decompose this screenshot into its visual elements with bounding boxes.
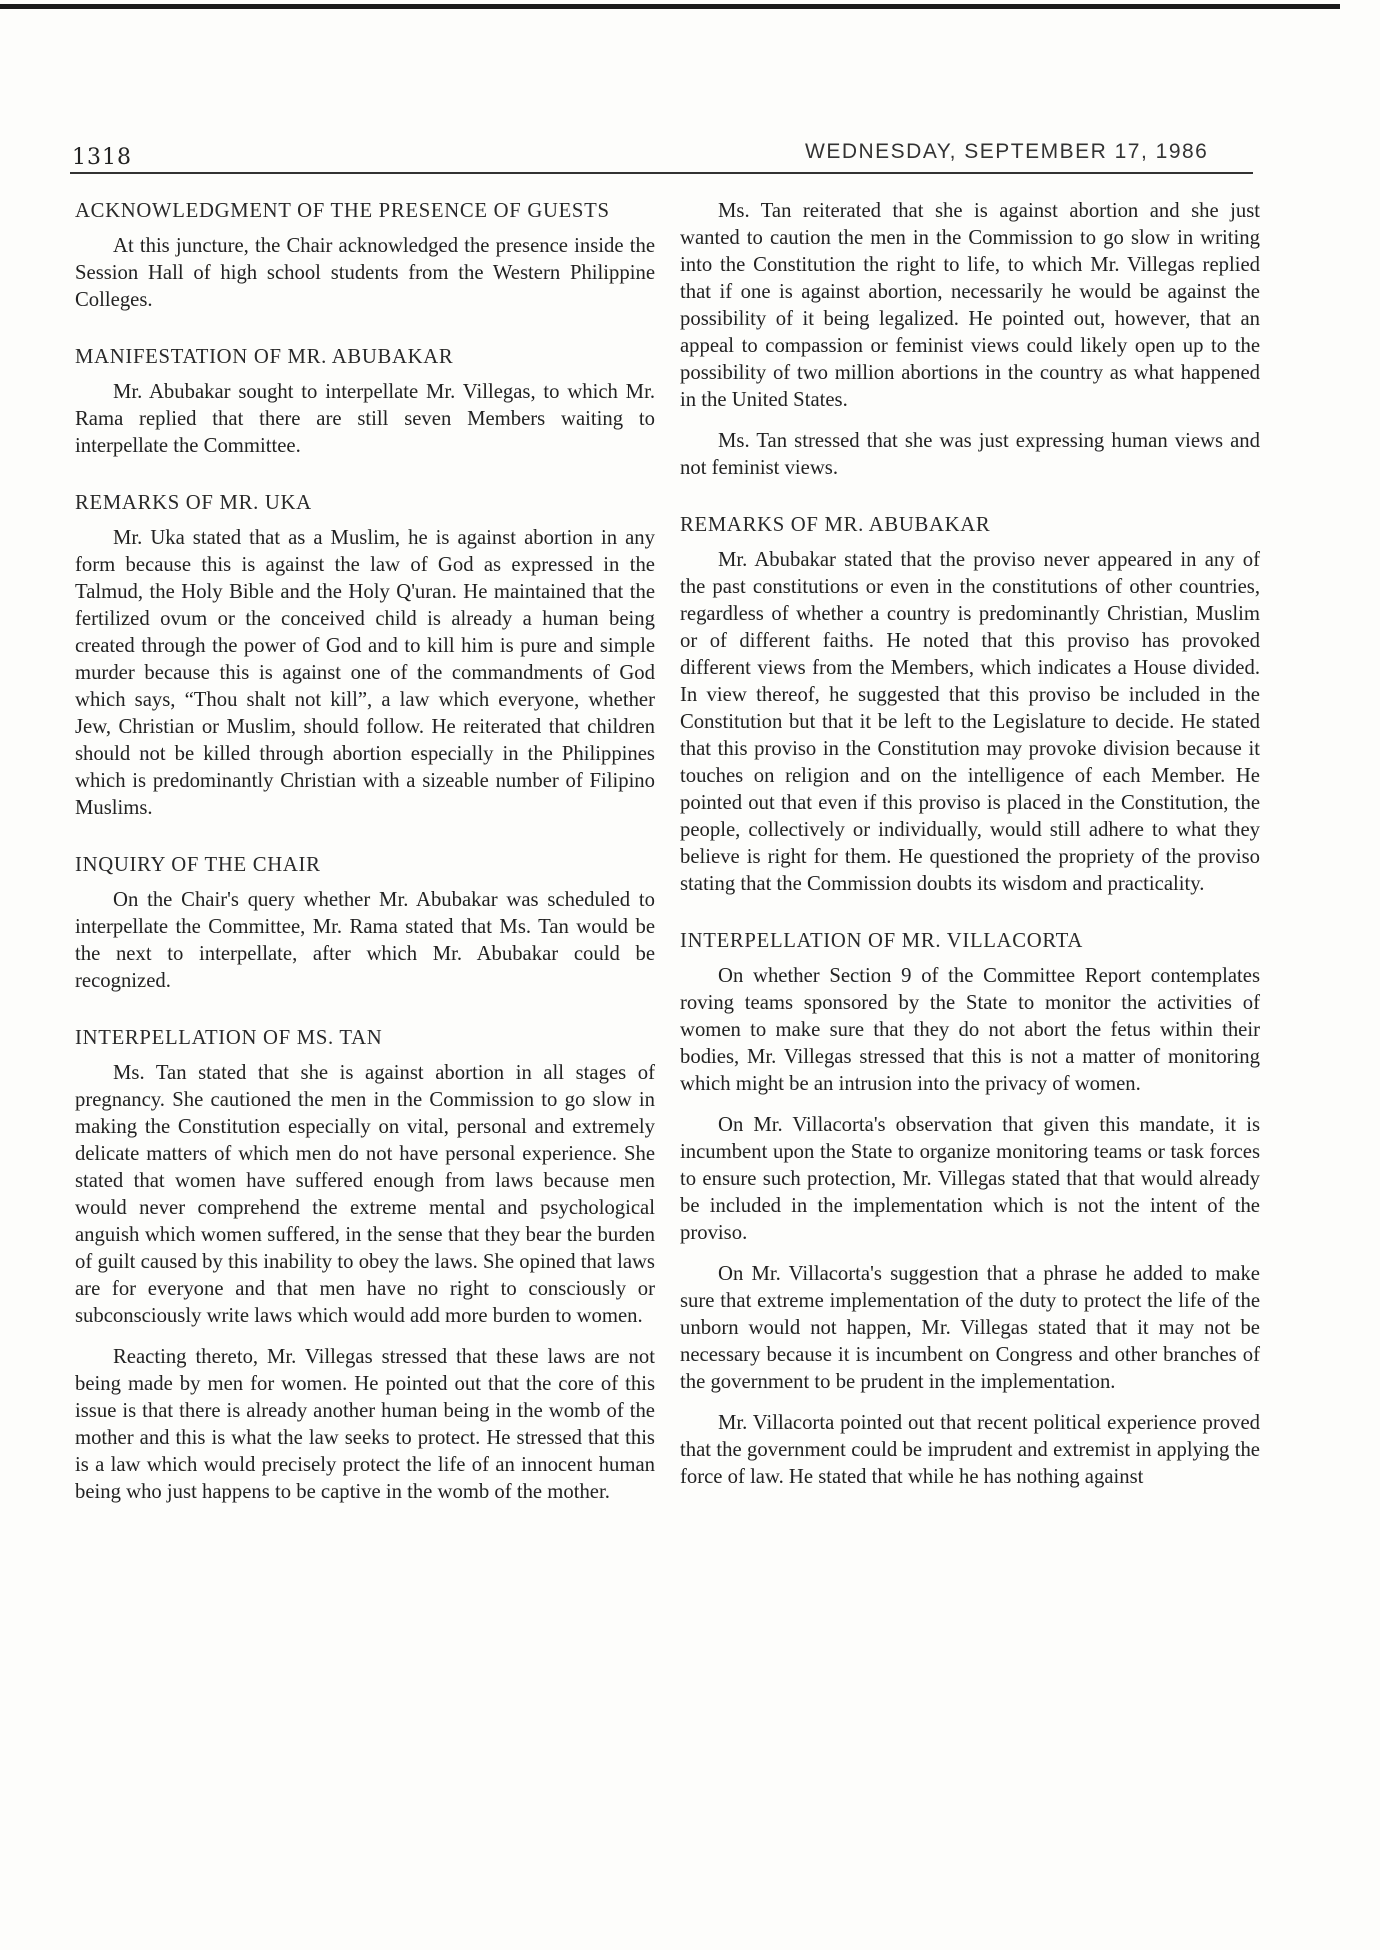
- body-paragraph: Ms. Tan stated that she is against abortion in all stages of pregnancy. She cautioned the men in the Commission to go slow in making the Constitution especially on vital, personal and extremely delicate matters of which men do not have personal experience. She stated that women have suffered enough from laws because men would never comprehend the extreme mental and psychological anguish which women suffered, in the sense that they bear the burden of guilt caused by this inability to obey the laws. She opined that laws are for everyone and that men have no right to consciously or subconsciously write laws which would add more burden to women.: [75, 1062, 655, 1327]
- section-heading: REMARKS OF MR. ABUBAKAR: [680, 514, 991, 536]
- right-column: [680, 198, 1260, 1521]
- body-paragraph: On whether Section 9 of the Committee Report contemplates roving teams sponsored by the State to monitor the activities of women to make sure that they do not abort the fetus within their bodies, Mr. Villegas stressed that this is not a matter of monitoring which might be an intrusion into the privacy of women.: [680, 965, 1260, 1095]
- section-heading: INTERPELLATION OF MR. VILLACORTA: [680, 930, 1083, 952]
- top-border-rule: [0, 4, 1340, 9]
- section: [680, 928, 1260, 1491]
- body-paragraph: Ms. Tan reiterated that she is against abortion and she just wanted to caution the men in the Commission to go slow in writing into the Constitution the right to life, to which Mr. Villegas replied that if one is against abortion, necessarily he would be against the possibility of it being legalized. He pointed out, however, that an appeal to compassion or feminist views could likely open up to the possibility of two million abortions in the country as what happened in the United States.: [680, 200, 1260, 411]
- section-heading: INTERPELLATION OF MS. TAN: [75, 1027, 383, 1049]
- page-number: 1318: [72, 145, 132, 170]
- body-paragraph: On Mr. Villacorta's suggestion that a phrase he added to make sure that extreme implementation of the duty to protect the life of the unborn would not happen, Mr. Villegas stated that it may not be necessary because it is incumbent on Congress and other branches of the government to be prudent in the implementation.: [680, 1263, 1260, 1393]
- section-heading: REMARKS OF MR. UKA: [75, 492, 312, 514]
- header-rule: [70, 172, 1253, 174]
- body-paragraph: On Mr. Villacorta's observation that given this mandate, it is incumbent upon the State to organize monitoring teams or task forces to ensure such protection, Mr. Villegas stated that that would already be included in the implementation which is not the intent of the proviso.: [680, 1114, 1260, 1244]
- section-heading: INQUIRY OF THE CHAIR: [75, 854, 321, 876]
- section-heading: ACKNOWLEDGMENT OF THE PRESENCE OF GUESTS: [75, 200, 610, 222]
- left-column: [75, 198, 655, 1536]
- body-paragraph: At this juncture, the Chair acknowledged the presence inside the Session Hall of high school students from the Western Philippine Colleges.: [75, 235, 655, 311]
- body-paragraph: Reacting thereto, Mr. Villegas stressed that these laws are not being made by men for women. He pointed out that the core of this issue is that there is already another human being in the womb of the mother and this is what the law seeks to protect. He stressed that this is a law which would precisely protect the life of an innocent human being who just happens to be captive in the womb of the mother.: [75, 1346, 655, 1503]
- section: [75, 198, 655, 314]
- body-paragraph: Mr. Villacorta pointed out that recent political experience proved that the government could be imprudent and extremist in applying the force of law. He stated that while he has nothing against: [680, 1412, 1260, 1488]
- section: [680, 512, 1260, 898]
- body-paragraph: Mr. Abubakar sought to interpellate Mr. Villegas, to which Mr. Rama replied that there are still seven Members waiting to interpellate the Committee.: [75, 381, 655, 457]
- section-heading: MANIFESTATION OF MR. ABUBAKAR: [75, 346, 454, 368]
- section: [75, 344, 655, 460]
- body-paragraph: Ms. Tan stressed that she was just expressing human views and not feminist views.: [680, 430, 1260, 479]
- section: [75, 490, 655, 822]
- section: [680, 198, 1260, 482]
- body-paragraph: Mr. Abubakar stated that the proviso never appeared in any of the past constitutions or even in the constitutions of other countries, regardless of whether a country is predominantly Christian, Muslim or of different faiths. He noted that this proviso has provoked different views from the Members, which indicates a House divided. In view thereof, he suggested that this proviso be included in the Constitution but that it be left to the Legislature to decide. He stated that this proviso in the Constitution may provoke division because it touches on religion and on the intelligence of each Member. He pointed out that even if this proviso is placed in the Constitution, the people, collectively or individually, would still adhere to what they believe is right for them. He questioned the propriety of the proviso stating that the Commission doubts its wisdom and practicality.: [680, 549, 1260, 895]
- section: [75, 1025, 655, 1506]
- body-paragraph: On the Chair's query whether Mr. Abubakar was scheduled to interpellate the Committee, Mr. Rama stated that Ms. Tan would be the next to interpellate, after which Mr. Abubakar could be recognized.: [75, 889, 655, 992]
- date-header: WEDNESDAY, SEPTEMBER 17, 1986: [805, 140, 1209, 163]
- section: [75, 852, 655, 995]
- body-paragraph: Mr. Uka stated that as a Muslim, he is against abortion in any form because this is against the law of God as expressed in the Talmud, the Holy Bible and the Holy Q'uran. He maintained that the fertilized ovum or the conceived child is already a human being created through the power of God and to kill him is pure and simple murder because this is against one of the commandments of God which says, “Thou shalt not kill”, a law which everyone, whether Jew, Christian or Muslim, should follow. He reiterated that children should not be killed through abortion especially in the Philippines which is predominantly Christian with a sizeable number of Filipino Muslims.: [75, 527, 655, 819]
